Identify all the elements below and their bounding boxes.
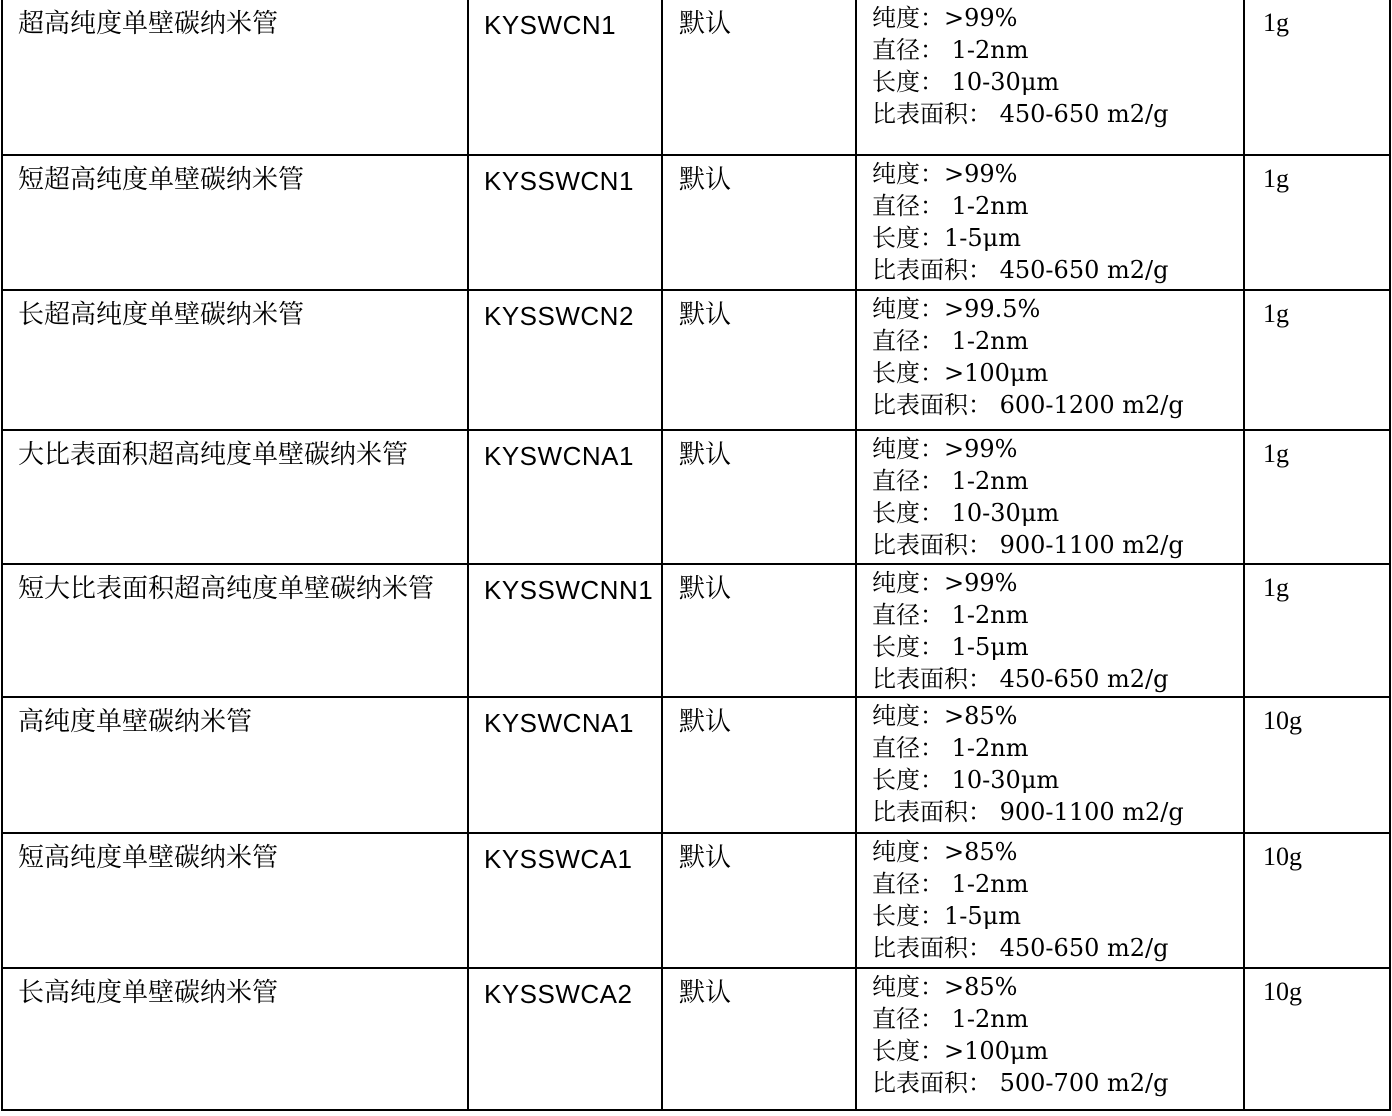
table-row — [2, 430, 1390, 564]
table-row — [2, 968, 1390, 1110]
spec-length: 长度：1-5μm — [872, 902, 1022, 930]
code-cell — [468, 968, 662, 1110]
quantity-cell — [1244, 697, 1390, 833]
spec-purity: 纯度：>99% — [872, 435, 1018, 463]
product-name: 超高纯度单壁碳纳米管 — [18, 9, 279, 39]
product-code: KYSSWCA1 — [484, 844, 633, 874]
spec-length: 长度：1-5μm — [872, 224, 1022, 252]
spec-list — [857, 698, 1243, 828]
spec-diameter: 直径： 1-2nm — [872, 734, 1029, 762]
spec-length: 长度：>100μm — [872, 359, 1049, 387]
spec-purity: 纯度：>85% — [872, 838, 1018, 866]
spec-length: 长度： 10-30μm — [872, 499, 1060, 527]
name-cell — [2, 0, 468, 155]
spec-surface-area: 比表面积： 600-1200 m2/g — [872, 391, 1184, 419]
spec-cell — [856, 968, 1244, 1110]
default-cell — [662, 833, 856, 968]
spec-length: 长度： 10-30μm — [872, 68, 1060, 96]
spec-surface-area: 比表面积： 450-650 m2/g — [872, 256, 1169, 284]
table-row — [2, 0, 1390, 155]
spec-diameter: 直径： 1-2nm — [872, 1005, 1029, 1033]
product-name: 长超高纯度单壁碳纳米管 — [18, 300, 305, 330]
table-row — [2, 697, 1390, 833]
name-cell — [2, 968, 468, 1110]
product-name: 长高纯度单壁碳纳米管 — [18, 978, 279, 1008]
product-code: KYSSWCN1 — [484, 166, 634, 196]
default-label: 默认 — [679, 978, 732, 1008]
default-cell — [662, 968, 856, 1110]
name-cell — [2, 697, 468, 833]
spec-list — [857, 291, 1243, 421]
default-label: 默认 — [679, 300, 732, 330]
default-cell — [662, 0, 856, 155]
product-code: KYSSWCN2 — [484, 301, 634, 331]
spec-surface-area: 比表面积： 500-700 m2/g — [872, 1069, 1169, 1097]
default-label: 默认 — [679, 843, 732, 873]
default-cell — [662, 564, 856, 697]
spec-diameter: 直径： 1-2nm — [872, 601, 1029, 629]
spec-length: 长度： 10-30μm — [872, 766, 1060, 794]
code-cell — [468, 564, 662, 697]
spec-purity: 纯度：>99% — [872, 4, 1018, 32]
product-quantity: 10g — [1263, 842, 1302, 871]
spec-purity: 纯度：>99% — [872, 569, 1018, 597]
spec-cell — [856, 155, 1244, 290]
code-cell — [468, 697, 662, 833]
code-cell — [468, 0, 662, 155]
code-cell — [468, 430, 662, 564]
spec-diameter: 直径： 1-2nm — [872, 327, 1029, 355]
table-body — [2, 0, 1390, 1110]
table-row — [2, 155, 1390, 290]
spec-diameter: 直径： 1-2nm — [872, 467, 1029, 495]
spec-list — [857, 0, 1243, 130]
product-name: 短大比表面积超高纯度单壁碳纳米管 — [18, 574, 435, 604]
product-name: 短超高纯度单壁碳纳米管 — [18, 165, 305, 195]
quantity-cell — [1244, 430, 1390, 564]
code-cell — [468, 833, 662, 968]
quantity-cell — [1244, 155, 1390, 290]
spec-diameter: 直径： 1-2nm — [872, 36, 1029, 64]
name-cell — [2, 430, 468, 564]
quantity-cell — [1244, 968, 1390, 1110]
product-table — [1, 0, 1391, 1111]
spec-cell — [856, 833, 1244, 968]
quantity-cell — [1244, 0, 1390, 155]
spec-diameter: 直径： 1-2nm — [872, 192, 1029, 220]
name-cell — [2, 833, 468, 968]
product-code: KYSWCNA1 — [484, 708, 634, 738]
default-label: 默认 — [679, 165, 732, 195]
spec-surface-area: 比表面积： 900-1100 m2/g — [872, 531, 1184, 559]
spec-diameter: 直径： 1-2nm — [872, 870, 1029, 898]
name-cell — [2, 564, 468, 697]
quantity-cell — [1244, 290, 1390, 430]
spec-surface-area: 比表面积： 450-650 m2/g — [872, 934, 1169, 962]
spec-purity: 纯度：>99% — [872, 160, 1018, 188]
spec-length: 长度：>100μm — [872, 1037, 1049, 1065]
default-cell — [662, 430, 856, 564]
product-code: KYSSWCA2 — [484, 979, 633, 1009]
product-name: 大比表面积超高纯度单壁碳纳米管 — [18, 440, 409, 470]
spec-purity: 纯度：>99.5% — [872, 295, 1041, 323]
product-quantity: 10g — [1263, 706, 1302, 735]
code-cell — [468, 290, 662, 430]
product-quantity: 1g — [1263, 439, 1289, 468]
product-quantity: 1g — [1263, 164, 1289, 193]
spec-surface-area: 比表面积： 900-1100 m2/g — [872, 798, 1184, 826]
default-label: 默认 — [679, 574, 732, 604]
spec-cell — [856, 564, 1244, 697]
name-cell — [2, 290, 468, 430]
quantity-cell — [1244, 564, 1390, 697]
spec-cell — [856, 430, 1244, 564]
product-code: KYSWCNA1 — [484, 441, 634, 471]
spec-list — [857, 969, 1243, 1099]
spec-surface-area: 比表面积： 450-650 m2/g — [872, 100, 1169, 128]
default-cell — [662, 155, 856, 290]
default-cell — [662, 290, 856, 430]
product-name: 高纯度单壁碳纳米管 — [18, 707, 253, 737]
default-cell — [662, 697, 856, 833]
table-row — [2, 564, 1390, 697]
name-cell — [2, 155, 468, 290]
default-label: 默认 — [679, 707, 732, 737]
product-name: 短高纯度单壁碳纳米管 — [18, 843, 279, 873]
product-quantity: 10g — [1263, 977, 1302, 1006]
default-label: 默认 — [679, 440, 732, 470]
product-quantity: 1g — [1263, 299, 1289, 328]
spec-purity: 纯度：>85% — [872, 973, 1018, 1001]
spec-cell — [856, 697, 1244, 833]
spec-list — [857, 565, 1243, 695]
spec-list — [857, 156, 1243, 286]
table-row — [2, 833, 1390, 968]
spec-length: 长度： 1-5μm — [872, 633, 1029, 661]
table-row — [2, 290, 1390, 430]
default-label: 默认 — [679, 9, 732, 39]
product-quantity: 1g — [1263, 8, 1289, 37]
spec-surface-area: 比表面积： 450-650 m2/g — [872, 665, 1169, 693]
product-code: KYSWCN1 — [484, 10, 617, 40]
quantity-cell — [1244, 833, 1390, 968]
spec-cell — [856, 0, 1244, 155]
code-cell — [468, 155, 662, 290]
product-code: KYSSWCNN1 — [484, 575, 654, 605]
spec-list — [857, 834, 1243, 964]
spec-list — [857, 431, 1243, 561]
spec-cell — [856, 290, 1244, 430]
spec-purity: 纯度：>85% — [872, 702, 1018, 730]
product-quantity: 1g — [1263, 573, 1289, 602]
